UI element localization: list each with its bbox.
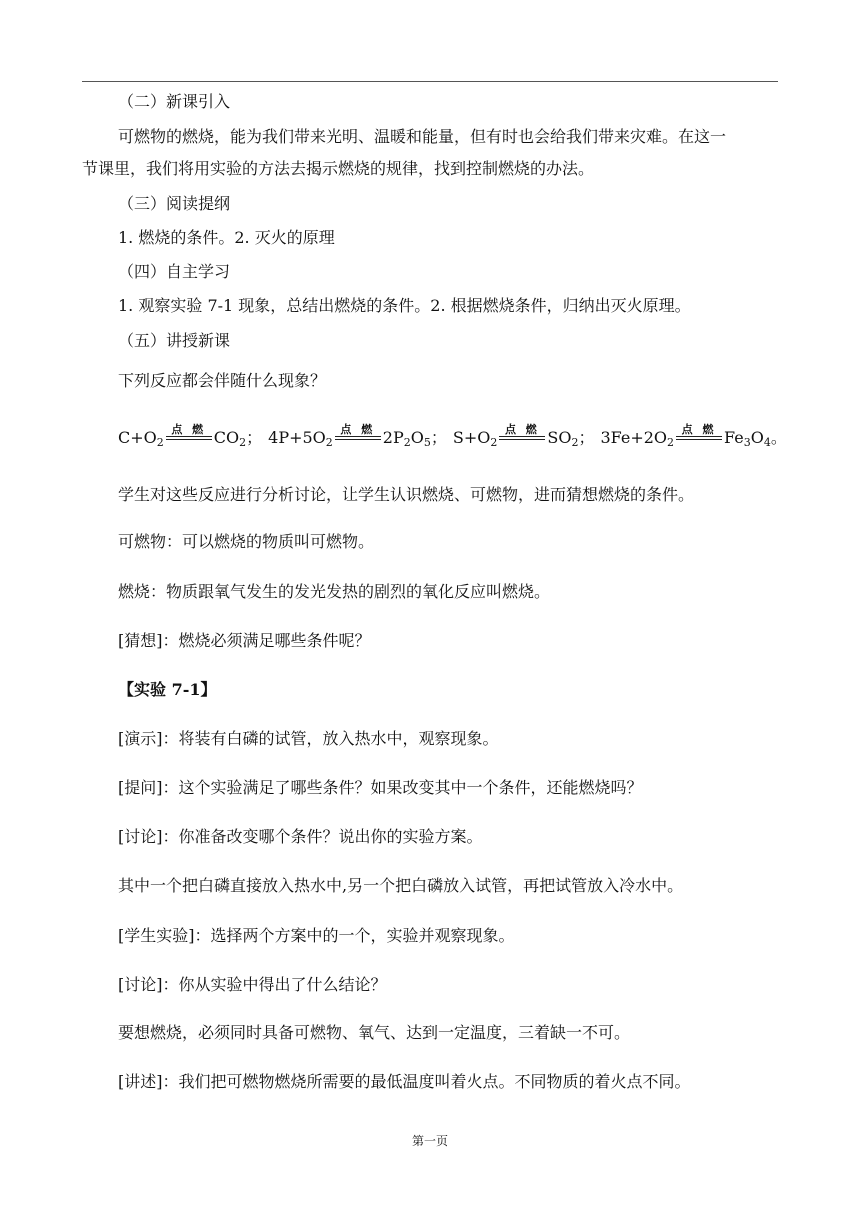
reaction-arrow: 点 燃: [166, 427, 212, 449]
intro-paragraph-line2: 节课里，我们将用实验的方法去揭示燃烧的规律，找到控制燃烧的办法。: [82, 159, 595, 178]
equation-3: $S+O_2$: [452, 428, 498, 449]
reaction-arrow: 点 燃: [335, 427, 381, 449]
section-heading-self-study: （四）自主学习: [118, 262, 231, 281]
page-footer: 第一页: [411, 1134, 448, 1148]
explanation-text: [讲述]：我们把可燃物燃烧所需要的最低温度叫着火点。不同物质的着火点不同。: [118, 1072, 691, 1091]
experiment-title: 【实验 7-1】: [118, 680, 217, 699]
equation-3-product: $SO_2$；: [547, 428, 595, 449]
question-text: [提问]：这个实验满足了哪些条件？如果改变其中一个条件，还能燃烧吗？: [118, 778, 643, 797]
guess-text: [猜想]：燃烧必须满足哪些条件呢？: [118, 631, 371, 650]
intro-paragraph-line1: 可燃物的燃烧，能为我们带来光明、温暖和能量，但有时也会给我们带来灾难。在这一: [118, 127, 727, 146]
chemical-equations: [118, 423, 787, 449]
student-experiment: [学生实验]：选择两个方案中的一个，实验并观察现象。: [118, 926, 515, 945]
equation-1-product: $CO_2$；: [213, 428, 263, 449]
equation-2-product: $2P_2O_5$；: [382, 428, 447, 449]
section-heading-lecture: （五）讲授新课: [118, 331, 231, 350]
section-heading-intro: （二）新课引入: [118, 92, 231, 111]
definition-combustible: 可燃物：可以燃烧的物质叫可燃物。: [118, 532, 375, 551]
header-rule: [82, 81, 778, 82]
equation-4-product: $Fe_3O_4$。: [724, 428, 787, 449]
discussion-2: [讨论]：你从实验中得出了什么结论？: [118, 975, 387, 994]
analysis-text: 学生对这些反应进行分析讨论，让学生认识燃烧、可燃物，进而猜想燃烧的条件。: [118, 485, 695, 504]
equation-4: $3Fe+2O_2$: [600, 428, 675, 449]
reading-outline: 1. 燃烧的条件。2. 灭火的原理: [118, 228, 335, 247]
discussion-1: [讨论]：你准备改变哪个条件？说出你的实验方案。: [118, 827, 483, 846]
equation-2: $4P+5O_2$: [268, 428, 333, 449]
reaction-question: 下列反应都会伴随什么现象？: [118, 371, 327, 390]
demo-text: [演示]：将装有白磷的试管，放入热水中，观察现象。: [118, 729, 499, 748]
equation-1: $C+O_2$: [118, 428, 164, 449]
reaction-arrow: 点 燃: [499, 427, 545, 449]
reaction-arrow: 点 燃: [676, 427, 722, 449]
conclusion-text: 要想燃烧，必须同时具备可燃物、氧气、达到一定温度，三着缺一不可。: [118, 1023, 631, 1042]
plan-text: 其中一个把白磷直接放入热水中,另一个把白磷放入试管，再把试管放入冷水中。: [118, 876, 684, 895]
definition-combustion: 燃烧：物质跟氧气发生的发光发热的剧烈的氧化反应叫燃烧。: [118, 582, 551, 601]
section-heading-reading: （三）阅读提纲: [118, 194, 231, 213]
self-study-body: 1. 观察实验 7-1 现象，总结出燃烧的条件。2. 根据燃烧条件，归纳出灭火原理。: [118, 296, 691, 315]
